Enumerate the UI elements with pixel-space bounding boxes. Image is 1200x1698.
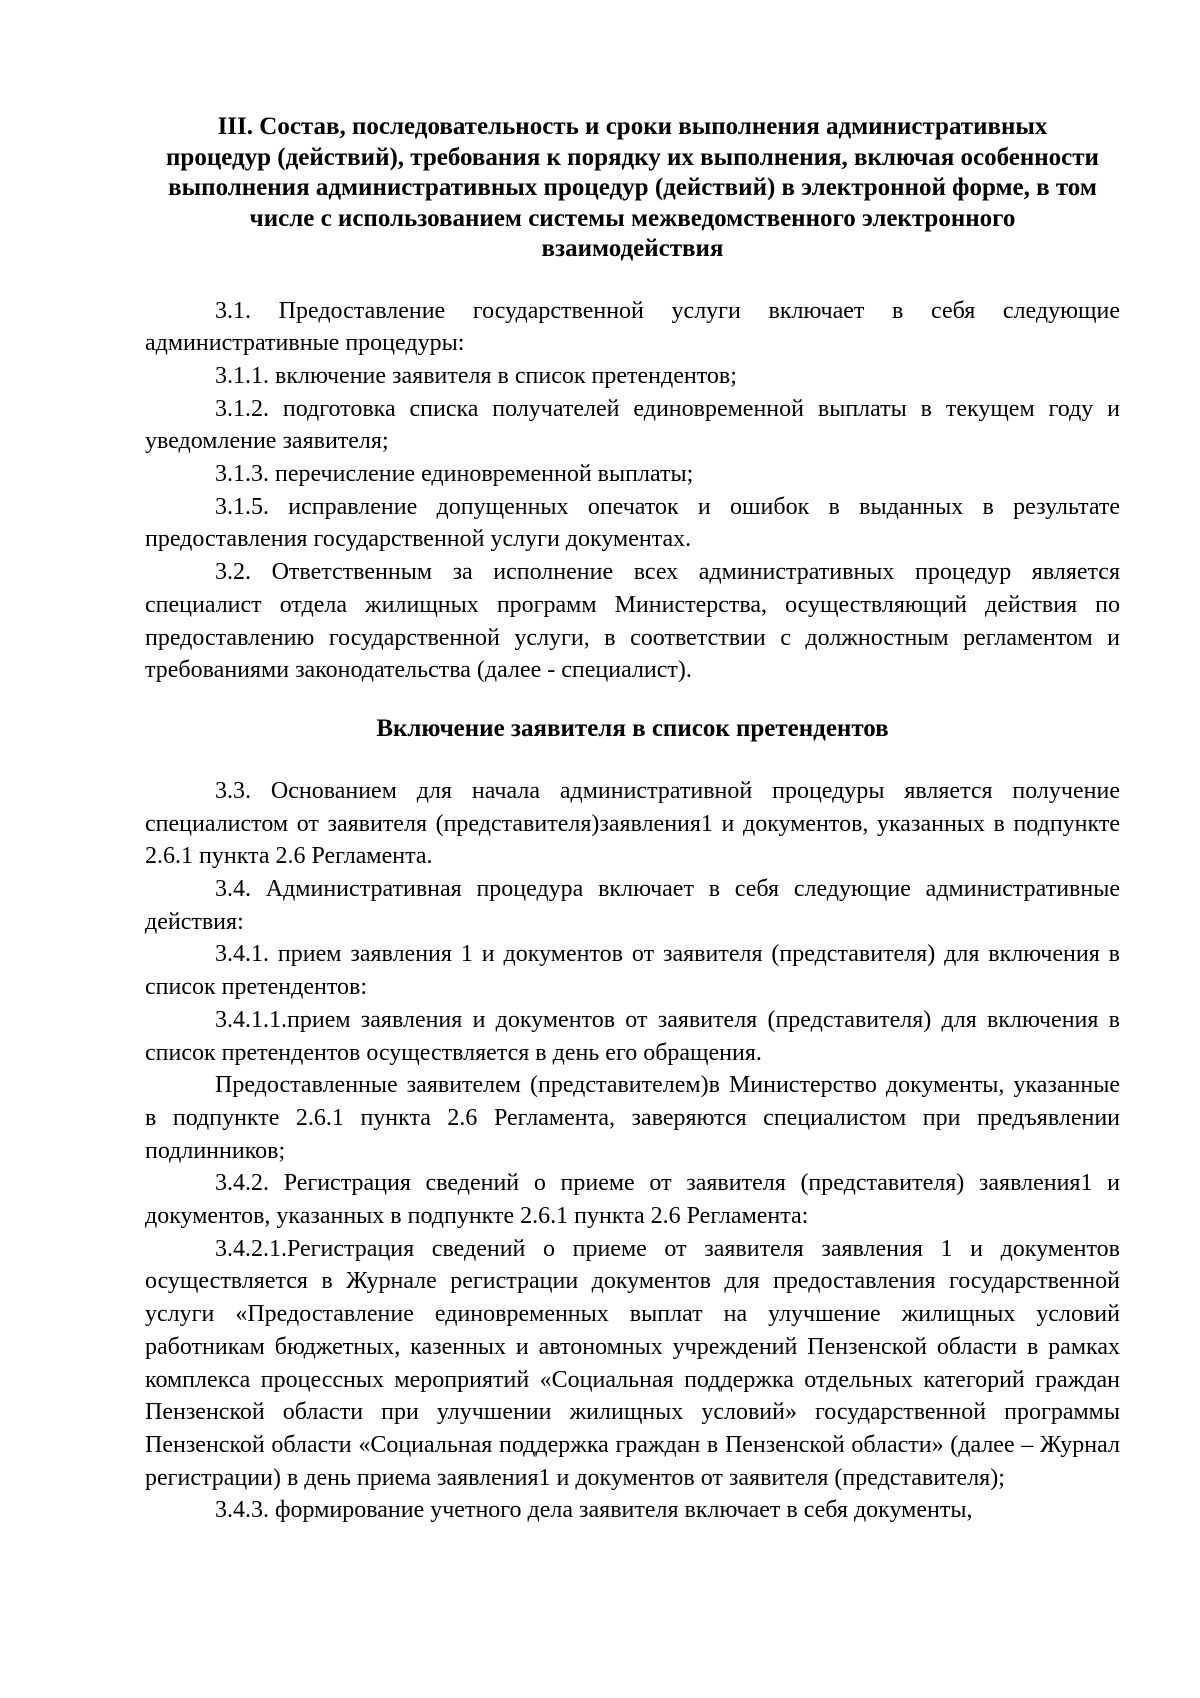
paragraph-3-4-1-1: 3.4.1.1.прием заявления и документов от заявителя (представителя) для включения в список претендентов осуществляется в день его обращения. — [145, 1006, 1120, 1066]
paragraph-3-4-2-1: 3.4.2.1.Регистрация сведений о приеме от заявителя заявления 1 и документов осуществляется в Журнале регистрации документов для предоставления государственной услуги «Предоставление единовременных выплат на улучшение жилищных условий работникам бюджетных, казенных и автономных учреждений Пензенской области в рамках комплекса процессных мероприятий «Социальная поддержка отдельных категорий граждан Пензенской области при улучшении жилищных условий» государственной программы Пензенской области «Социальная поддержка граждан в Пензенской области» (далее – Журнал регистрации) в день приема заявления1 и документов от заявителя (представителя); — [145, 1235, 1120, 1491]
document-content — [145, 112, 1120, 1527]
section-title: III. Состав, последовательность и сроки выполнения административных процедур (действий), требования к порядку их выполнения, включая особенности выполнения административных процедур (действий) в электронной форме, в том числе с использованием системы межведомственного электронного взаимодействия — [166, 113, 1099, 262]
paragraph-3-1: 3.1. Предоставление государственной услуги включает в себя следующие административные процедуры: — [145, 297, 1120, 357]
paragraph-3-4-3: 3.4.3. формирование учетного дела заявителя включает в себя документы, — [215, 1497, 973, 1524]
paragraph-3-3: 3.3. Основанием для начала административной процедуры является получение специалистом от заявителя (представителя)заявления1 и документов, указанных в подпункте 2.6.1 пункта 2.6 Регламента. — [145, 777, 1120, 870]
paragraph-3-4-2: 3.4.2. Регистрация сведений о приеме от заявителя (представителя) заявления1 и документов, указанных в подпункте 2.6.1 пункта 2.6 Регламента: — [145, 1170, 1120, 1230]
paragraph-3-2: 3.2. Ответственным за исполнение всех административных процедур является специалист отдела жилищных программ Министерства, осуществляющий действия по предоставлению государственной услуги, в соответствии с должностным регламентом и требованиями законодательства (далее - специалист). — [145, 559, 1120, 684]
subheading: Включение заявителя в список претендентов — [376, 714, 889, 742]
paragraph-3-1-3: 3.1.3. перечисление единовременной выплаты; — [215, 461, 694, 488]
paragraph-3-4-1: 3.4.1. прием заявления 1 и документов от заявителя (представителя) для включения в список претендентов: — [145, 941, 1120, 1001]
spacer — [145, 265, 1120, 295]
paragraph-3-1-1: 3.1.1. включение заявителя в список претендентов; — [215, 362, 737, 389]
paragraph-3-1-5: 3.1.5. исправление допущенных опечаток и ошибок в выданных в результате предоставления государственной услуги документах. — [145, 493, 1120, 553]
paragraph-3-1-2: 3.1.2. подготовка списка получателей единовременной выплаты в текущем году и уведомление заявителя; — [145, 395, 1120, 455]
paragraph-provided-documents: Предоставленные заявителем (представителем)в Министерство документы, указанные в подпункте 2.6.1 пункта 2.6 Регламента, заверяются специалистом при предъявлении подлинников; — [145, 1072, 1120, 1164]
paragraph-3-4: 3.4. Административная процедура включает в себя следующие административные действия: — [145, 876, 1120, 935]
